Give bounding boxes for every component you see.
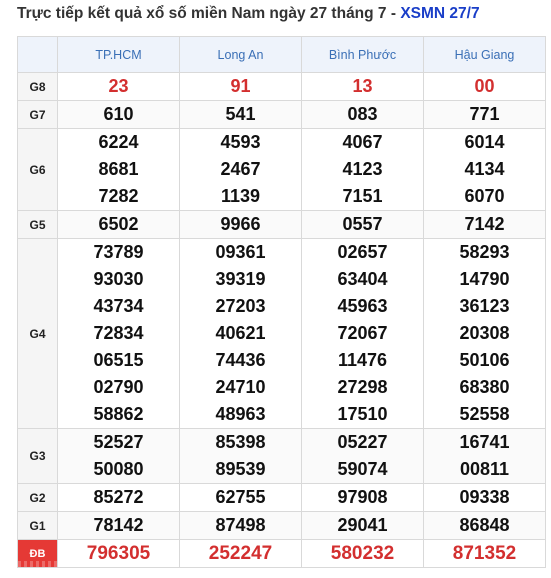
prize-cell [424,484,546,512]
province-header[interactable]: Long An [180,37,302,73]
prize-label: G4 [18,239,58,429]
prize-number: 72067 [337,323,388,343]
prize-number: 02657 [337,242,388,262]
prize-number: 89539 [215,459,266,479]
prize-cell [302,73,424,101]
prize-cell [180,211,302,239]
prize-number: 0557 [342,214,383,234]
prize-number: 58862 [93,404,144,424]
prize-row [18,512,546,540]
prize-number: 36123 [459,296,510,316]
prize-number: 8681 [98,159,139,179]
prize-number: 06515 [93,350,144,370]
prize-cell [302,129,424,211]
prize-number: 871352 [452,543,517,564]
prize-number: 62755 [215,487,266,507]
prize-cell [58,239,180,429]
prize-number: 50080 [93,459,144,479]
prize-label: ĐB [18,540,58,568]
prize-number: 796305 [86,543,151,564]
prize-cell [424,429,546,484]
prize-cell [424,540,546,568]
prize-cell [302,429,424,484]
prize-cell [424,73,546,101]
header-corner [18,37,58,73]
prize-cell [58,73,180,101]
prize-number: 7151 [342,186,383,206]
prize-cell [180,239,302,429]
prize-cell [424,239,546,429]
prize-number: 68380 [459,377,510,397]
prize-rows [18,73,546,568]
prize-number: 86848 [459,515,510,535]
prize-label: G2 [18,484,58,512]
prize-cell [180,484,302,512]
prize-number: 59074 [337,459,388,479]
prize-cell [302,239,424,429]
prize-number: 29041 [337,515,388,535]
prize-number: 13 [352,76,373,96]
prize-number: 6224 [98,132,139,152]
prize-row [18,484,546,512]
prize-number: 23 [108,76,129,96]
prize-number: 43734 [93,296,144,316]
prize-cell [424,101,546,129]
prize-number: 74436 [215,350,266,370]
prize-cell [58,484,180,512]
prize-number: 7282 [98,186,139,206]
province-header-row [18,37,546,73]
prize-row [18,540,546,568]
prize-cell [180,73,302,101]
prize-number: 72834 [93,323,144,343]
prize-number: 6014 [464,132,505,152]
prize-number: 771 [469,104,500,124]
prize-number: 27298 [337,377,388,397]
prize-number: 083 [347,104,378,124]
prize-cell [302,540,424,568]
title-text: Trực tiếp kết quả xổ số miền Nam ngày 27 tháng 7 - [17,5,401,22]
prize-cell [180,512,302,540]
prize-row [18,211,546,239]
prize-cell [424,129,546,211]
prize-cell [302,101,424,129]
prize-number: 39319 [215,269,266,289]
prize-number: 4123 [342,159,383,179]
prize-number: 50106 [459,350,510,370]
prize-label: G1 [18,512,58,540]
prize-number: 58293 [459,242,510,262]
prize-row [18,101,546,129]
prize-number: 20308 [459,323,510,343]
prize-number: 4134 [464,159,505,179]
prize-number: 1139 [220,186,261,206]
prize-cell [180,540,302,568]
prize-number: 45963 [337,296,388,316]
prize-cell [58,129,180,211]
xsmn-date-link[interactable]: XSMN 27/7 [400,5,480,22]
prize-number: 91 [230,76,251,96]
prize-cell [302,484,424,512]
prize-number: 87498 [215,515,266,535]
prize-label: G8 [18,73,58,101]
prize-number: 6070 [464,186,505,206]
prize-cell [180,101,302,129]
prize-label: G6 [18,129,58,211]
prize-number: 52527 [93,432,144,452]
prize-number: 4593 [220,132,261,152]
prize-number: 541 [225,104,256,124]
prize-cell [180,429,302,484]
prize-number: 00 [474,76,495,96]
prize-number: 27203 [215,296,266,316]
prize-number: 24710 [215,377,266,397]
prize-number: 09361 [215,242,266,262]
page-title [17,4,480,24]
prize-row [18,429,546,484]
prize-number: 09338 [459,487,510,507]
prize-number: 93030 [93,269,144,289]
prize-label: G7 [18,101,58,129]
prize-number: 580232 [330,543,395,564]
prize-number: 16741 [459,432,510,452]
prize-number: 78142 [93,515,144,535]
prize-number: 7142 [464,214,505,234]
prize-label: G3 [18,429,58,484]
prize-cell [58,211,180,239]
prize-number: 85272 [93,487,144,507]
lottery-results-table [17,36,546,568]
province-header[interactable]: Bình Phước [302,37,424,73]
prize-number: 63404 [337,269,388,289]
prize-number: 9966 [220,214,261,234]
prize-number: 4067 [342,132,383,152]
prize-row [18,239,546,429]
province-header[interactable]: TP.HCM [58,37,180,73]
prize-number: 14790 [459,269,510,289]
prize-cell [424,211,546,239]
prize-number: 17510 [337,404,388,424]
prize-number: 252247 [208,543,273,564]
prize-cell [180,129,302,211]
prize-number: 05227 [337,432,388,452]
prize-label: G5 [18,211,58,239]
prize-number: 02790 [93,377,144,397]
prize-row [18,129,546,211]
province-header[interactable]: Hậu Giang [424,37,546,73]
prize-cell [302,211,424,239]
prize-cell [58,101,180,129]
prize-number: 40621 [215,323,266,343]
prize-number: 6502 [98,214,139,234]
prize-number: 610 [103,104,134,124]
prize-number: 11476 [337,350,388,370]
prize-cell [58,512,180,540]
prize-number: 52558 [459,404,510,424]
prize-row [18,73,546,101]
prize-cell [58,429,180,484]
prize-number: 97908 [337,487,388,507]
prize-cell [302,512,424,540]
prize-number: 85398 [215,432,266,452]
prize-number: 2467 [220,159,261,179]
prize-number: 00811 [459,459,510,479]
prize-number: 73789 [93,242,144,262]
prize-cell [424,512,546,540]
prize-number: 48963 [215,404,266,424]
prize-cell [58,540,180,568]
